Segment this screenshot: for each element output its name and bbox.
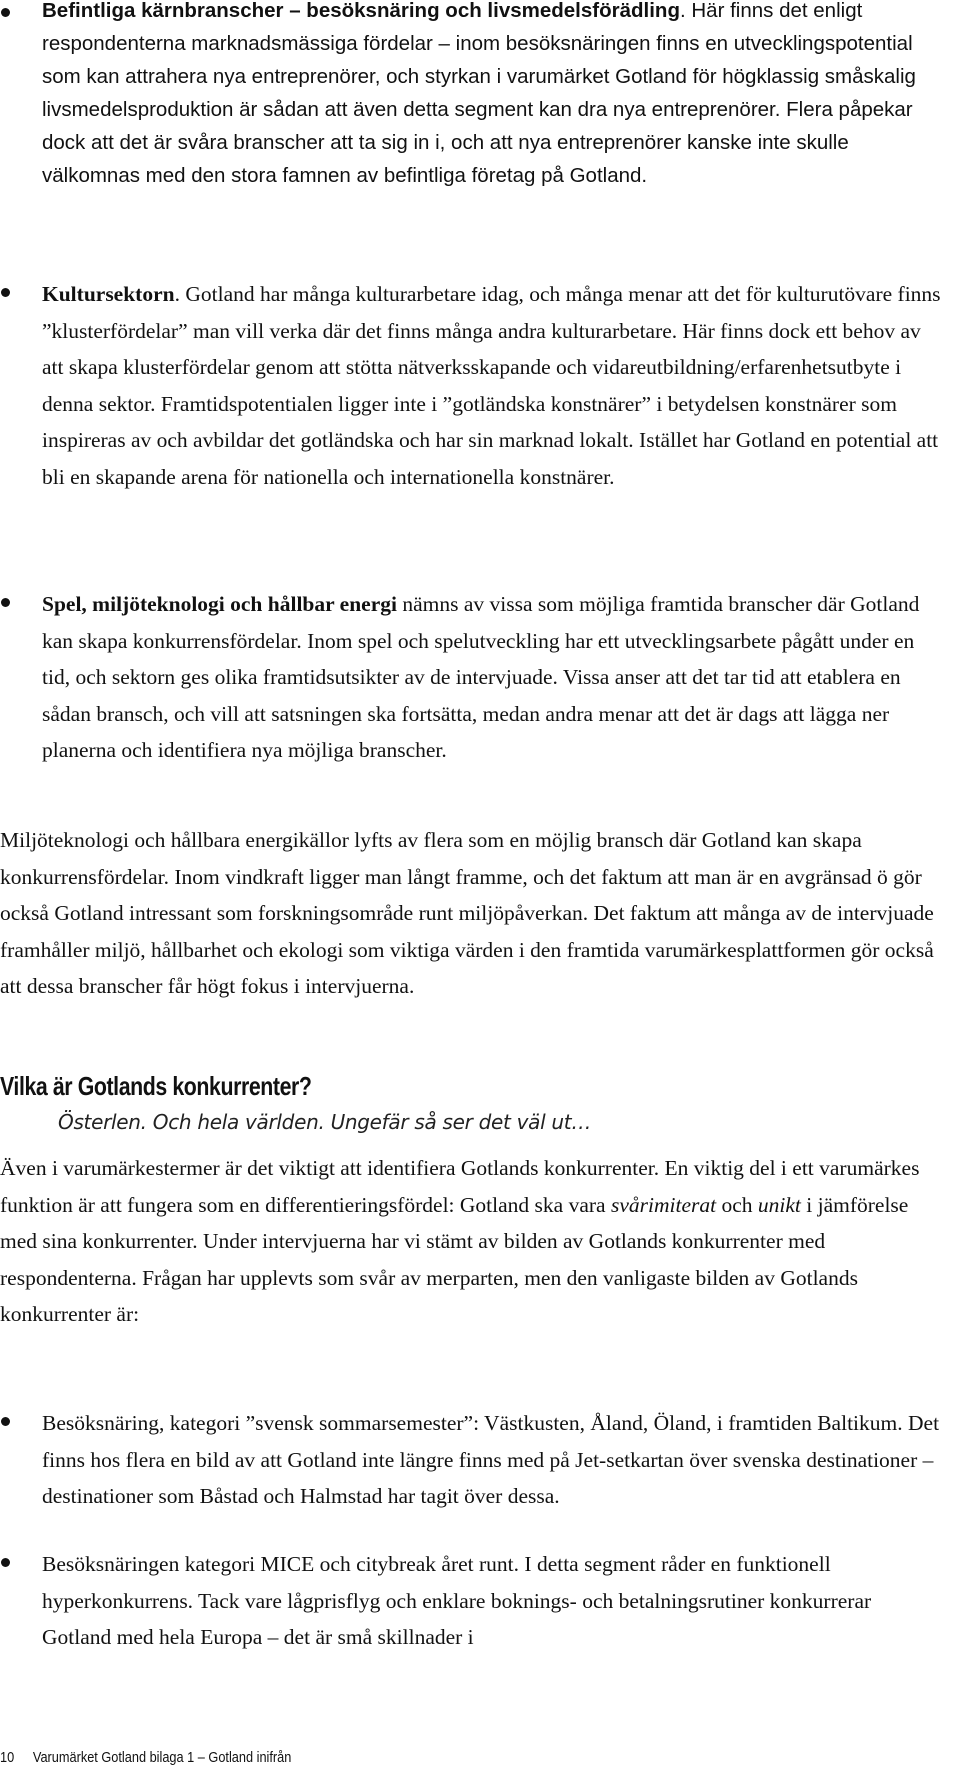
paragraph-text: Även i varumärkestermer är det viktigt att identifiera Gotlands konkurrenter. En viktig del i ett varumärkes funktion är att fungera som en differentieringsfördel: Gotland ska vara [0, 1156, 920, 1217]
paragraph-emphasis: unikt [757, 1192, 801, 1217]
bullet-svensk-sommarsemester [42, 1405, 942, 1515]
paragraph-text: och [716, 1192, 758, 1217]
bullet-kultursektorn [42, 276, 942, 495]
bullet-dot [1, 8, 10, 17]
paragraph-text: i jämförelse med sina konkurrenter. Under intervjuerna har vi stämt av bilden av Gotlands konkurrenter med respondenterna. Frågan har upplevts som svår av merparten, men den vanligaste bilden av Gotlands konkurrenter är: [0, 1192, 909, 1326]
bullet-karnbranscher [42, 0, 942, 192]
bullet-dot [1, 1417, 10, 1426]
section-subquote: Österlen. Och hela världen. Ungefär så ser det väl ut… [58, 1110, 592, 1134]
page-footer [0, 1749, 291, 1766]
paragraph-konkurrenter [0, 1150, 945, 1333]
bullet-text: . Gotland har många kulturarbetare idag, och många menar att det för kulturutövare finns ”klusterfördelar” man vill verka där det finns många andra kulturarbetare. Här finns dock ett behov av att skapa klusterfördelar genom att stötta nätverksskapande och vidareutbildning/erfarenhetsutbyte i denna sektor. Framtidspotentialen ligger inte i ”gotländska konstnärer” i betydelsen konstnärer som inspireras av och avbildar det gotländska och har sin marknad lokalt. Istället har Gotland en potential att bli en skapande arena för nationella och internationella konstnärer. [42, 282, 941, 489]
bullet-bold-lead: Kultursektorn [42, 282, 175, 306]
bullet-text: Besöksnäringen kategori MICE och citybreak året runt. I detta segment råder en funktionell hyperkonkurrens. Tack vare lågprisflyg och enklare boknings- och betalningsrutiner konkurrerar Gotland med hela Europa – det är små skillnader i [42, 1552, 872, 1649]
bullet-bold-lead: Befintliga kärnbranscher – besöksnäring och livsmedelsförädling [42, 0, 680, 22]
paragraph-emphasis: svårimiterat [610, 1192, 717, 1217]
bullet-bold-lead: Spel, miljöteknologi och hållbar energi [42, 592, 397, 616]
bullet-dot [1, 1558, 10, 1567]
bullet-dot [1, 288, 10, 297]
bullet-dot [1, 598, 10, 607]
paragraph-miljoteknologi: Miljöteknologi och hållbara energikällor lyfts av flera som en möjlig bransch där Gotland kan skapa konkurrensfördelar. Inom vindkraft ligger man långt framme, och det faktum att man är en avgränsad ö gör också Gotland intressant som forskningsområde runt miljöpåverkan. Det faktum att många av de intervjuade framhåller miljö, hållbarhet och ekologi som viktiga värden i den framtida varumärkesplattformen gör också att dessa branscher får högt fokus i intervjuerna. [0, 828, 934, 998]
bullet-text: Besöksnäring, kategori ”svensk sommarsemester”: Västkusten, Åland, Öland, i framtiden Baltikum. Det finns hos flera en bild av att Gotland inte längre finns med på Jet-setkartan över svenska destinationer – destinationer som Båstad och Halmstad har tagit över dessa. [42, 1411, 940, 1508]
bullet-text: . Här finns det enligt respondenterna marknadsmässiga fördelar – inom besöksnäringen finns en utvecklingspotential som kan attrahera nya entreprenörer, och styrkan i varumärket Gotland för högklassig småskalig livsmedelsproduktion är sådan att även detta segment kan dra nya entreprenörer. Flera påpekar dock att det är svåra branscher att ta sig in i, och att nya entreprenörer kanske inte skulle välkomnas med den stora famnen av befintliga företag på Gotland. [42, 0, 916, 187]
bullet-text: nämns av vissa som möjliga framtida branscher där Gotland kan skapa konkurrensfördelar. Inom spel och spelutveckling har ett utvecklingsarbete pågått under en tid, och sektorn ges olika framtidsutsikter av de intervjuade. Vissa anser att det tar tid att etablera en sådan bransch, och vill att satsningen ska fortsätta, medan andra menar att det är dags att lägga ner planerna och identifiera nya möjliga branscher. [42, 592, 920, 762]
bullet-mice-citybreak [42, 1546, 942, 1656]
footer-title: Varumärket Gotland bilaga 1 – Gotland inifrån [32, 1749, 292, 1766]
bullet-spel-miljo [42, 586, 942, 769]
page-number: 10 [0, 1749, 15, 1766]
section-heading: Vilka är Gotlands konkurrenter? [0, 1071, 312, 1101]
